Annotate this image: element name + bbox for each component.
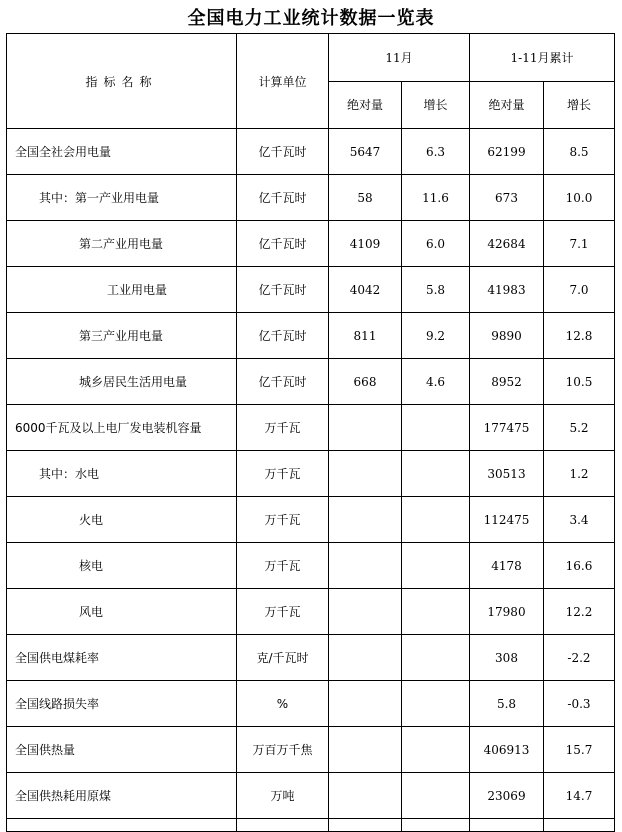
cumulative-absolute-cell: 112475	[470, 497, 544, 543]
unit-header: 计算单位	[237, 34, 329, 129]
page-title: 全国电力工业统计数据一览表	[187, 8, 435, 29]
unit-cell: 万千瓦	[237, 451, 329, 497]
cumulative-absolute-cell: 9890	[470, 313, 544, 359]
month-growth-cell	[402, 497, 470, 543]
unit-cell: %	[237, 681, 329, 727]
cumulative-absolute-cell: 41983	[470, 267, 544, 313]
indicator-header: 指标名称	[7, 34, 237, 129]
cumulative-absolute-cell: 23069	[470, 773, 544, 819]
unit-cell: 万千瓦	[237, 589, 329, 635]
unit-cell: 万千瓦	[237, 543, 329, 589]
indicator-name: 全国线路损失率	[7, 681, 237, 727]
month-absolute-header: 绝对量	[329, 81, 402, 129]
indicator-name: 核电	[7, 543, 237, 589]
cumulative-growth-cell: 1.2	[544, 451, 615, 497]
table-row	[7, 221, 615, 267]
month-growth-cell	[402, 451, 470, 497]
indicator-name: 第三产业用电量	[7, 313, 237, 359]
cumulative-growth-cell: 15.7	[544, 727, 615, 773]
indicator-name: 火电	[7, 497, 237, 543]
cumulative-growth-cell: 12.8	[544, 313, 615, 359]
unit-cell: 克/千瓦时	[237, 635, 329, 681]
month-growth-cell: 6.0	[402, 221, 470, 267]
month-growth-cell: 9.2	[402, 313, 470, 359]
month-growth-cell	[402, 405, 470, 451]
cumulative-absolute-cell: 30513	[470, 451, 544, 497]
unit-cell: 亿千瓦时	[237, 175, 329, 221]
cumulative-group-header: 1-11月累计	[470, 34, 615, 82]
table-row	[7, 635, 615, 681]
indicator-name: 城乡居民生活用电量	[7, 359, 237, 405]
cumulative-absolute-cell: 5.8	[470, 681, 544, 727]
month-growth-cell	[402, 773, 470, 819]
month-absolute-cell	[329, 543, 402, 589]
cumulative-growth-cell: 14.7	[544, 773, 615, 819]
month-growth-cell	[402, 543, 470, 589]
cumulative-growth-cell: 7.1	[544, 221, 615, 267]
cumulative-absolute-cell: 62199	[470, 129, 544, 175]
cumulative-absolute-cell: 17980	[470, 589, 544, 635]
unit-cell: 亿千瓦时	[237, 129, 329, 175]
cumulative-growth-cell: 10.0	[544, 175, 615, 221]
month-absolute-cell	[329, 635, 402, 681]
cumulative-absolute-cell: 308	[470, 635, 544, 681]
month-absolute-cell: 4042	[329, 267, 402, 313]
month-absolute-cell: 5647	[329, 129, 402, 175]
indicator-name: 工业用电量	[7, 267, 237, 313]
month-absolute-cell	[329, 727, 402, 773]
indicator-name: 其中：水电	[7, 451, 237, 497]
indicator-name: 其中：第一产业用电量	[7, 175, 237, 221]
unit-cell: 万千瓦	[237, 497, 329, 543]
indicator-name: 第二产业用电量	[7, 221, 237, 267]
cumulative-absolute-cell: 42684	[470, 221, 544, 267]
cumulative-absolute-cell: 4178	[470, 543, 544, 589]
cumulative-growth-cell: 3.4	[544, 497, 615, 543]
cumulative-growth-header: 增长	[544, 81, 615, 129]
indicator-name: 全国全社会用电量	[7, 129, 237, 175]
table-row	[7, 175, 615, 221]
cumulative-absolute-cell: 177475	[470, 405, 544, 451]
month-growth-cell: 4.6	[402, 359, 470, 405]
unit-cell: 亿千瓦时	[237, 313, 329, 359]
table-row	[7, 681, 615, 727]
unit-cell: 万吨	[237, 773, 329, 819]
indicator-name: 全国供热量	[7, 727, 237, 773]
cumulative-absolute-cell: 406913	[470, 727, 544, 773]
unit-cell: 亿千瓦时	[237, 359, 329, 405]
table-row	[7, 267, 615, 313]
statistics-table	[6, 33, 615, 832]
cumulative-growth-cell: -2.2	[544, 635, 615, 681]
indicator-name: 全国供热耗用原煤	[7, 773, 237, 819]
month-absolute-cell: 4109	[329, 221, 402, 267]
month-growth-cell	[402, 727, 470, 773]
table-row	[7, 543, 615, 589]
table-row-partial	[7, 819, 615, 832]
month-absolute-cell	[329, 497, 402, 543]
cumulative-growth-cell: 10.5	[544, 359, 615, 405]
month-absolute-cell: 811	[329, 313, 402, 359]
month-growth-cell: 6.3	[402, 129, 470, 175]
cumulative-absolute-cell: 8952	[470, 359, 544, 405]
month-growth-cell: 5.8	[402, 267, 470, 313]
indicator-name: 6000千瓦及以上电厂发电装机容量	[7, 405, 237, 451]
unit-cell: 万千瓦	[237, 405, 329, 451]
month-absolute-cell	[329, 681, 402, 727]
table-row	[7, 405, 615, 451]
table-row	[7, 773, 615, 819]
unit-cell: 万百万千焦	[237, 727, 329, 773]
month-group-header: 11月	[329, 34, 470, 82]
month-absolute-cell	[329, 405, 402, 451]
table-row	[7, 129, 615, 175]
month-growth-cell	[402, 681, 470, 727]
header-row-top	[7, 34, 615, 82]
month-growth-cell	[402, 635, 470, 681]
month-absolute-cell	[329, 451, 402, 497]
month-absolute-cell	[329, 589, 402, 635]
unit-cell: 亿千瓦时	[237, 267, 329, 313]
cumulative-absolute-header: 绝对量	[470, 81, 544, 129]
unit-cell: 亿千瓦时	[237, 221, 329, 267]
month-absolute-cell: 58	[329, 175, 402, 221]
cumulative-growth-cell: 8.5	[544, 129, 615, 175]
table-row	[7, 727, 615, 773]
table-row	[7, 313, 615, 359]
month-growth-cell: 11.6	[402, 175, 470, 221]
indicator-name: 全国供电煤耗率	[7, 635, 237, 681]
cumulative-growth-cell: 7.0	[544, 267, 615, 313]
cumulative-growth-cell: 12.2	[544, 589, 615, 635]
cumulative-growth-cell: 16.6	[544, 543, 615, 589]
month-growth-cell	[402, 589, 470, 635]
table-row	[7, 497, 615, 543]
table-row	[7, 451, 615, 497]
table-row	[7, 589, 615, 635]
table-row	[7, 359, 615, 405]
cumulative-growth-cell: 5.2	[544, 405, 615, 451]
month-absolute-cell: 668	[329, 359, 402, 405]
indicator-name: 风电	[7, 589, 237, 635]
month-growth-header: 增长	[402, 81, 470, 129]
month-absolute-cell	[329, 773, 402, 819]
cumulative-absolute-cell: 673	[470, 175, 544, 221]
cumulative-growth-cell: -0.3	[544, 681, 615, 727]
